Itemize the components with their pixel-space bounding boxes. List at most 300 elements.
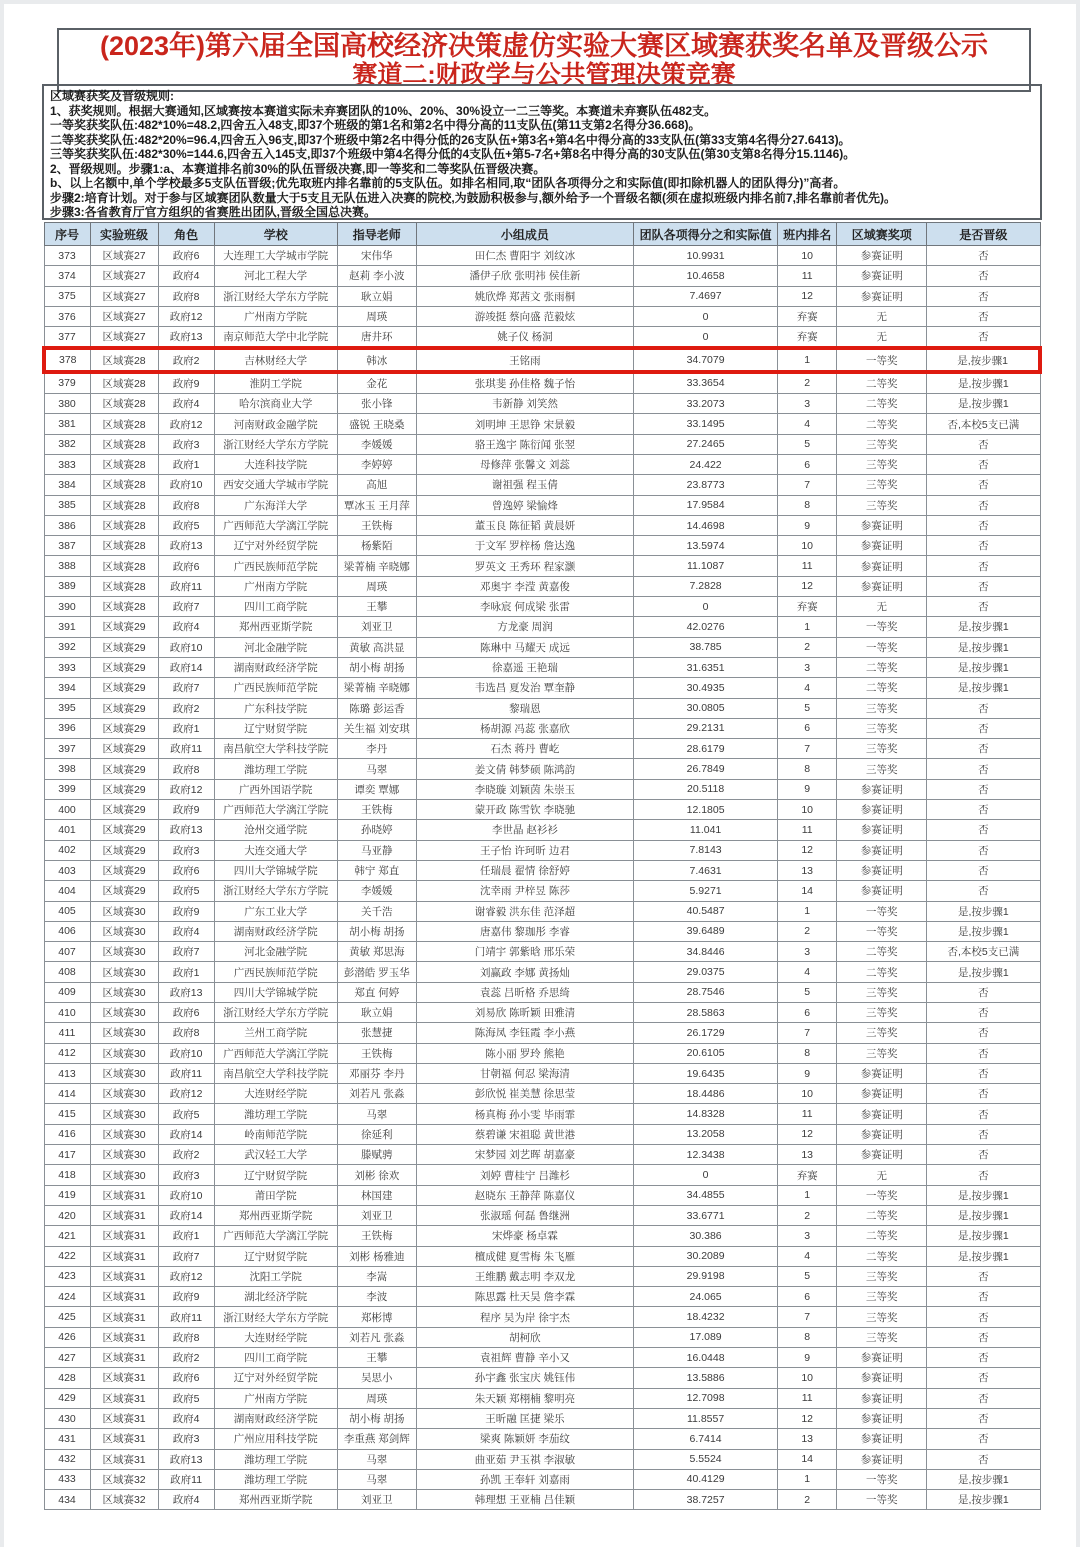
table-cell: 13: [778, 860, 837, 880]
table-cell: 政府13: [158, 982, 214, 1002]
column-header: 区域赛奖项: [837, 223, 927, 246]
table-cell: 刘亚卫: [337, 1205, 416, 1225]
table-cell: 否: [927, 597, 1040, 617]
table-cell: 袁蕊 吕昕格 乔思绮: [416, 982, 633, 1002]
table-cell: 石杰 蒋丹 曹屹: [416, 739, 633, 759]
table-cell: 孙凯 王奉轩 刘嘉雨: [416, 1469, 633, 1489]
table-row: [44, 286, 1040, 306]
table-cell: 广西师范大学漓江学院: [214, 1226, 337, 1246]
table-row: [44, 657, 1040, 677]
table-cell: 二等奖: [837, 414, 927, 434]
table-cell: 414: [44, 1084, 90, 1104]
table-cell: 潍坊理工学院: [214, 1469, 337, 1489]
table-cell: 政府4: [158, 617, 214, 637]
table-cell: 否: [927, 454, 1040, 474]
table-cell: 广西师范大学漓江学院: [214, 1043, 337, 1063]
table-cell: 韩冰: [337, 348, 416, 371]
table-cell: 三等奖: [837, 1043, 927, 1063]
table-cell: 12: [778, 286, 837, 306]
table-cell: 王铁梅: [337, 1226, 416, 1246]
table-cell: 392: [44, 637, 90, 657]
table-cell: 唐嘉伟 黎珈彤 李睿: [416, 921, 633, 941]
table-cell: 参赛证明: [837, 536, 927, 556]
rules-list: [50, 104, 1034, 220]
table-cell: 4: [778, 962, 837, 982]
table-cell: 林国建: [337, 1185, 416, 1205]
table-cell: 陈思露 杜天昊 詹李霖: [416, 1287, 633, 1307]
table-cell: 12.1805: [634, 800, 778, 820]
table-cell: 姚子仪 杨洞: [416, 327, 633, 349]
table-cell: 三等奖: [837, 698, 927, 718]
table-cell: 南京师范大学中北学院: [214, 327, 337, 349]
table-cell: 政府1: [158, 454, 214, 474]
table-cell: 谭奕 覃娜: [337, 779, 416, 799]
table-cell: 王铭雨: [416, 348, 633, 371]
table-cell: 8: [778, 759, 837, 779]
table-cell: 政府10: [158, 637, 214, 657]
table-cell: 广州南方学院: [214, 1388, 337, 1408]
table-cell: 湖北经济学院: [214, 1287, 337, 1307]
table-cell: 419: [44, 1185, 90, 1205]
table-cell: 10: [778, 246, 837, 266]
table-cell: 浙江财经大学东方学院: [214, 1002, 337, 1022]
table-cell: 政府12: [158, 414, 214, 434]
table-cell: 政府4: [158, 266, 214, 286]
table-cell: 赵莉 李小波: [337, 266, 416, 286]
table-cell: 唐井环: [337, 327, 416, 349]
table-cell: 385: [44, 495, 90, 515]
table-cell: 1: [778, 901, 837, 921]
table-cell: 西安交通大学城市学院: [214, 475, 337, 495]
table-cell: 29.0375: [634, 962, 778, 982]
table-cell: 416: [44, 1124, 90, 1144]
table-cell: 区域赛31: [90, 1226, 158, 1246]
rule-line: 2、晋级规则。步骤1:a、本赛道排名前30%的队伍晋级决赛,即一等奖和二等奖队伍晋级决赛。: [50, 161, 546, 176]
table-cell: 三等奖: [837, 1287, 927, 1307]
table-cell: 2: [778, 1205, 837, 1225]
table-cell: 李咏宸 何成梁 张雷: [416, 597, 633, 617]
table-row: [44, 1226, 1040, 1246]
table-cell: 30.2089: [634, 1246, 778, 1266]
table-cell: 二等奖: [837, 657, 927, 677]
table-cell: 区域赛28: [90, 536, 158, 556]
table-cell: 区域赛30: [90, 1165, 158, 1185]
table-cell: 游竣挺 蔡向盛 范毅炫: [416, 306, 633, 326]
table-cell: 4: [778, 1246, 837, 1266]
table-cell: 区域赛29: [90, 739, 158, 759]
column-header: 实验班级: [90, 223, 158, 246]
table-cell: 三等奖: [837, 475, 927, 495]
table-cell: 区域赛31: [90, 1307, 158, 1327]
table-cell: 区域赛28: [90, 475, 158, 495]
table-cell: 否: [927, 286, 1040, 306]
table-cell: 2: [778, 372, 837, 394]
table-cell: 王维鹏 戴志明 李双龙: [416, 1266, 633, 1286]
table-cell: 王攀: [337, 1348, 416, 1368]
table-cell: 14: [778, 881, 837, 901]
table-cell: 李嵩: [337, 1266, 416, 1286]
table-cell: 区域赛29: [90, 698, 158, 718]
table-cell: 413: [44, 1063, 90, 1083]
table-cell: 420: [44, 1205, 90, 1225]
table-cell: 杨真梅 孙小雯 毕雨霏: [416, 1104, 633, 1124]
table-cell: 无: [837, 306, 927, 326]
table-cell: 11: [778, 820, 837, 840]
table-cell: 邓奥宇 李滢 黄嘉俊: [416, 576, 633, 596]
table-cell: 政府12: [158, 1084, 214, 1104]
table-cell: 区域赛28: [90, 414, 158, 434]
table-cell: 是,按步骤1: [927, 1185, 1040, 1205]
table-cell: 423: [44, 1266, 90, 1286]
table-cell: 405: [44, 901, 90, 921]
table-cell: 陈璐 彭运香: [337, 698, 416, 718]
table-cell: 5: [778, 434, 837, 454]
table-cell: 曾逸婷 梁愉烽: [416, 495, 633, 515]
table-cell: 8: [778, 1327, 837, 1347]
table-row: [44, 881, 1040, 901]
table-cell: 12: [778, 576, 837, 596]
table-cell: 三等奖: [837, 982, 927, 1002]
table-cell: 大连交通大学: [214, 840, 337, 860]
table-cell: 415: [44, 1104, 90, 1124]
table-cell: 409: [44, 982, 90, 1002]
table-cell: 区域赛28: [90, 454, 158, 474]
table-row: [44, 759, 1040, 779]
table-row: [44, 820, 1040, 840]
table-cell: 金花: [337, 372, 416, 394]
table-cell: 淮阴工学院: [214, 372, 337, 394]
table-cell: 参赛证明: [837, 576, 927, 596]
table-cell: 参赛证明: [837, 840, 927, 860]
table-cell: 区域赛27: [90, 246, 158, 266]
table-cell: 否: [927, 1449, 1040, 1469]
table-row: [44, 1388, 1040, 1408]
table-cell: 否: [927, 327, 1040, 349]
table-cell: 407: [44, 942, 90, 962]
table-row: [44, 678, 1040, 698]
table-cell: 区域赛31: [90, 1429, 158, 1449]
table-row: [44, 454, 1040, 474]
table-cell: 424: [44, 1287, 90, 1307]
table-cell: 参赛证明: [837, 556, 927, 576]
table-cell: 区域赛29: [90, 637, 158, 657]
table-cell: 政府7: [158, 942, 214, 962]
table-cell: 否: [927, 759, 1040, 779]
table-cell: 否: [927, 1023, 1040, 1043]
table-cell: 是,按步骤1: [927, 637, 1040, 657]
table-row: [44, 1449, 1040, 1469]
table-cell: 政府8: [158, 1327, 214, 1347]
table-cell: 政府10: [158, 1043, 214, 1063]
table-cell: 参赛证明: [837, 820, 927, 840]
table-cell: 374: [44, 266, 90, 286]
table-cell: 罗英文 王秀环 程家灏: [416, 556, 633, 576]
table-cell: 否: [927, 495, 1040, 515]
table-cell: 李重燕 郑剑辉: [337, 1429, 416, 1449]
table-cell: 参赛证明: [837, 800, 927, 820]
table-cell: 是,按步骤1: [927, 1226, 1040, 1246]
table-cell: 周瑛: [337, 306, 416, 326]
table-cell: 区域赛27: [90, 327, 158, 349]
table-cell: 33.2073: [634, 394, 778, 414]
table-cell: 胡小梅 胡扬: [337, 657, 416, 677]
table-cell: 马翠: [337, 1449, 416, 1469]
table-cell: 李晓璇 刘颖茵 朱崇玉: [416, 779, 633, 799]
table-cell: 邓丽芬 李丹: [337, 1063, 416, 1083]
table-cell: 401: [44, 820, 90, 840]
table-row: [44, 246, 1040, 266]
table-cell: 区域赛31: [90, 1388, 158, 1408]
table-cell: 区域赛30: [90, 1145, 158, 1165]
table-cell: 否: [927, 1408, 1040, 1428]
table-cell: 24.422: [634, 454, 778, 474]
table-cell: 否: [927, 246, 1040, 266]
table-cell: 398: [44, 759, 90, 779]
table-cell: 政府11: [158, 1469, 214, 1489]
table-cell: 陈琳中 马耀天 成远: [416, 637, 633, 657]
table-cell: 三等奖: [837, 454, 927, 474]
table-cell: 10: [778, 1084, 837, 1104]
table-cell: 7.2828: [634, 576, 778, 596]
table-cell: 389: [44, 576, 90, 596]
table-cell: 8: [778, 495, 837, 515]
table-cell: 政府6: [158, 1368, 214, 1388]
table-cell: 否: [927, 475, 1040, 495]
table-cell: 政府1: [158, 718, 214, 738]
table-cell: 政府12: [158, 779, 214, 799]
table-cell: 黄敏 郑思海: [337, 942, 416, 962]
table-cell: 否: [927, 1043, 1040, 1063]
table-cell: 434: [44, 1490, 90, 1510]
table-row: [44, 617, 1040, 637]
table-cell: 是,按步骤1: [927, 372, 1040, 394]
table-cell: 政府2: [158, 698, 214, 718]
table-cell: 刘亚卫: [337, 1490, 416, 1510]
table-cell: 13: [778, 1429, 837, 1449]
table-row: [44, 1246, 1040, 1266]
table-cell: 李媛媛: [337, 881, 416, 901]
table-cell: 李婷婷: [337, 454, 416, 474]
table-cell: 区域赛30: [90, 1002, 158, 1022]
table-cell: 潍坊理工学院: [214, 759, 337, 779]
table-cell: 6: [778, 718, 837, 738]
table-cell: 政府11: [158, 576, 214, 596]
table-cell: 辽宁对外经贸学院: [214, 536, 337, 556]
table-cell: 参赛证明: [837, 1388, 927, 1408]
table-cell: 政府9: [158, 1287, 214, 1307]
table-cell: 任瑞晨 翟情 徐舒婷: [416, 860, 633, 880]
table-cell: 区域赛29: [90, 881, 158, 901]
table-row: [44, 1205, 1040, 1225]
table-body: [44, 246, 1040, 1510]
table-cell: 耿立娟: [337, 1002, 416, 1022]
table-cell: 政府2: [158, 1145, 214, 1165]
table-cell: 38.7257: [634, 1490, 778, 1510]
table-cell: 区域赛29: [90, 657, 158, 677]
table-row: [44, 1104, 1040, 1124]
table-cell: 参赛证明: [837, 246, 927, 266]
table-cell: 383: [44, 454, 90, 474]
table-header: [44, 223, 1040, 246]
table-cell: 参赛证明: [837, 1063, 927, 1083]
table-cell: 广西外国语学院: [214, 779, 337, 799]
table-cell: 滕赋骋: [337, 1145, 416, 1165]
table-cell: 刘彬 杨雅迪: [337, 1246, 416, 1266]
table-cell: 三等奖: [837, 1307, 927, 1327]
table-cell: 373: [44, 246, 90, 266]
table-cell: 10.9931: [634, 246, 778, 266]
table-cell: 否: [927, 1165, 1040, 1185]
table-cell: 盛锐 王晓桑: [337, 414, 416, 434]
table-cell: 否,本校5支已满: [927, 942, 1040, 962]
table-cell: 否: [927, 779, 1040, 799]
table-cell: 政府11: [158, 739, 214, 759]
table-row: [44, 1469, 1040, 1489]
table-cell: 三等奖: [837, 739, 927, 759]
table-cell: 政府5: [158, 1388, 214, 1408]
table-cell: 黄敏 高洪显: [337, 637, 416, 657]
table-cell: 河北金融学院: [214, 942, 337, 962]
table-cell: 政府9: [158, 800, 214, 820]
table-cell: 11.1087: [634, 556, 778, 576]
table-cell: 10.4658: [634, 266, 778, 286]
table-cell: 399: [44, 779, 90, 799]
table-cell: 7.4631: [634, 860, 778, 880]
table-cell: 浙江财经大学东方学院: [214, 286, 337, 306]
table-cell: 1: [778, 1469, 837, 1489]
table-cell: 弃赛: [778, 327, 837, 349]
table-cell: 26.1729: [634, 1023, 778, 1043]
table-cell: 潍坊理工学院: [214, 1449, 337, 1469]
column-header: 角色: [158, 223, 214, 246]
table-cell: 5.9271: [634, 881, 778, 901]
table-cell: 376: [44, 306, 90, 326]
table-cell: 刘彬 徐欢: [337, 1165, 416, 1185]
rule-line: 一等奖获奖队伍:482*10%=48.2,四舍五入48支,即37个班级的第1名和第2名中得分高的11支队伍(第11支第2名得分36.668)。: [50, 118, 701, 132]
table-cell: 42.0276: [634, 617, 778, 637]
rules-box: [42, 84, 1042, 220]
table-cell: 24.065: [634, 1287, 778, 1307]
table-cell: 404: [44, 881, 90, 901]
table-cell: 否: [927, 1368, 1040, 1388]
table-cell: 三等奖: [837, 1327, 927, 1347]
table-cell: 李媛媛: [337, 434, 416, 454]
table-cell: 408: [44, 962, 90, 982]
table-cell: 王昕融 匡捷 梁乐: [416, 1408, 633, 1428]
table-cell: 430: [44, 1408, 90, 1428]
table-cell: 宋烨豪 杨卓霖: [416, 1226, 633, 1246]
table-cell: 0: [634, 597, 778, 617]
table-cell: 7.8143: [634, 840, 778, 860]
table-cell: 区域赛30: [90, 921, 158, 941]
table-cell: 区域赛29: [90, 860, 158, 880]
table-cell: 4: [778, 414, 837, 434]
table-cell: 檀成健 夏雪梅 朱飞雁: [416, 1246, 633, 1266]
table-cell: 5: [778, 698, 837, 718]
table-cell: 12: [778, 1408, 837, 1428]
table-cell: 湖南财政经济学院: [214, 921, 337, 941]
table-cell: 徐嘉遥 王艳瑞: [416, 657, 633, 677]
table-cell: 29.2131: [634, 718, 778, 738]
rule-line: 步骤2:培育计划。对于参与区域赛团队数量大于5支且无队伍进入决赛的院校,为鼓励积极参与,额外给予一个晋级名额(须在虚拟班级内排名前7,排名靠前者优先)。: [50, 190, 897, 205]
table-cell: 莆田学院: [214, 1185, 337, 1205]
table-cell: 韩理想 王亚楠 吕佳颖: [416, 1490, 633, 1510]
table-cell: 一等奖: [837, 921, 927, 941]
table-cell: 潘伊子欣 张明祎 侯佳新: [416, 266, 633, 286]
table-cell: 湖南财政经济学院: [214, 657, 337, 677]
table-cell: 375: [44, 286, 90, 306]
table-cell: 郑直 何婷: [337, 982, 416, 1002]
table-cell: 参赛证明: [837, 860, 927, 880]
table-cell: 参赛证明: [837, 1429, 927, 1449]
table-cell: 18.4486: [634, 1084, 778, 1104]
table-cell: 19.6435: [634, 1063, 778, 1083]
table-cell: 区域赛27: [90, 266, 158, 286]
table-row: [44, 840, 1040, 860]
table-cell: 403: [44, 860, 90, 880]
table-cell: 6.7414: [634, 1429, 778, 1449]
table-cell: 384: [44, 475, 90, 495]
table-cell: 辽宁对外经贸学院: [214, 1368, 337, 1388]
document-page: [4, 4, 1076, 1547]
table-cell: 高旭: [337, 475, 416, 495]
table-cell: 区域赛30: [90, 901, 158, 921]
table-cell: 否: [927, 1287, 1040, 1307]
column-header: 指导老师: [337, 223, 416, 246]
table-cell: 否: [927, 306, 1040, 326]
table-cell: 胡小梅 胡扬: [337, 1408, 416, 1428]
table-cell: 参赛证明: [837, 1124, 927, 1144]
table-cell: 427: [44, 1348, 90, 1368]
table-cell: 胡小梅 胡扬: [337, 921, 416, 941]
table-cell: 11.8557: [634, 1408, 778, 1428]
table-cell: 否: [927, 860, 1040, 880]
table-cell: 浙江财经大学东方学院: [214, 434, 337, 454]
table-cell: 5: [778, 1266, 837, 1286]
table-cell: 弃赛: [778, 597, 837, 617]
table-row: [44, 779, 1040, 799]
table-cell: 王子怡 许珂昕 边君: [416, 840, 633, 860]
table-cell: 区域赛31: [90, 1327, 158, 1347]
table-cell: 韦新静 刘笑然: [416, 394, 633, 414]
table-cell: 411: [44, 1023, 90, 1043]
table-cell: 吴思小: [337, 1368, 416, 1388]
table-cell: 区域赛28: [90, 348, 158, 371]
table-cell: 郑州西亚斯学院: [214, 1205, 337, 1225]
table-cell: 否: [927, 1124, 1040, 1144]
table-cell: 吉林财经大学: [214, 348, 337, 371]
table-cell: 379: [44, 372, 90, 394]
table-cell: 433: [44, 1469, 90, 1489]
table-cell: 广东科技学院: [214, 698, 337, 718]
table-cell: 政府4: [158, 1490, 214, 1510]
table-cell: 辽宁财贸学院: [214, 718, 337, 738]
table-cell: 三等奖: [837, 1023, 927, 1043]
table-cell: 9: [778, 515, 837, 535]
table-cell: 区域赛29: [90, 820, 158, 840]
table-cell: 参赛证明: [837, 1104, 927, 1124]
table-cell: 政府4: [158, 1408, 214, 1428]
table-cell: 422: [44, 1246, 90, 1266]
table-cell: 1: [778, 1185, 837, 1205]
table-cell: 394: [44, 678, 90, 698]
table-cell: 政府13: [158, 1449, 214, 1469]
table-cell: 6: [778, 454, 837, 474]
table-cell: 11: [778, 266, 837, 286]
column-header: 小组成员: [416, 223, 633, 246]
table-cell: 区域赛32: [90, 1469, 158, 1489]
table-cell: 刘亚卫: [337, 617, 416, 637]
